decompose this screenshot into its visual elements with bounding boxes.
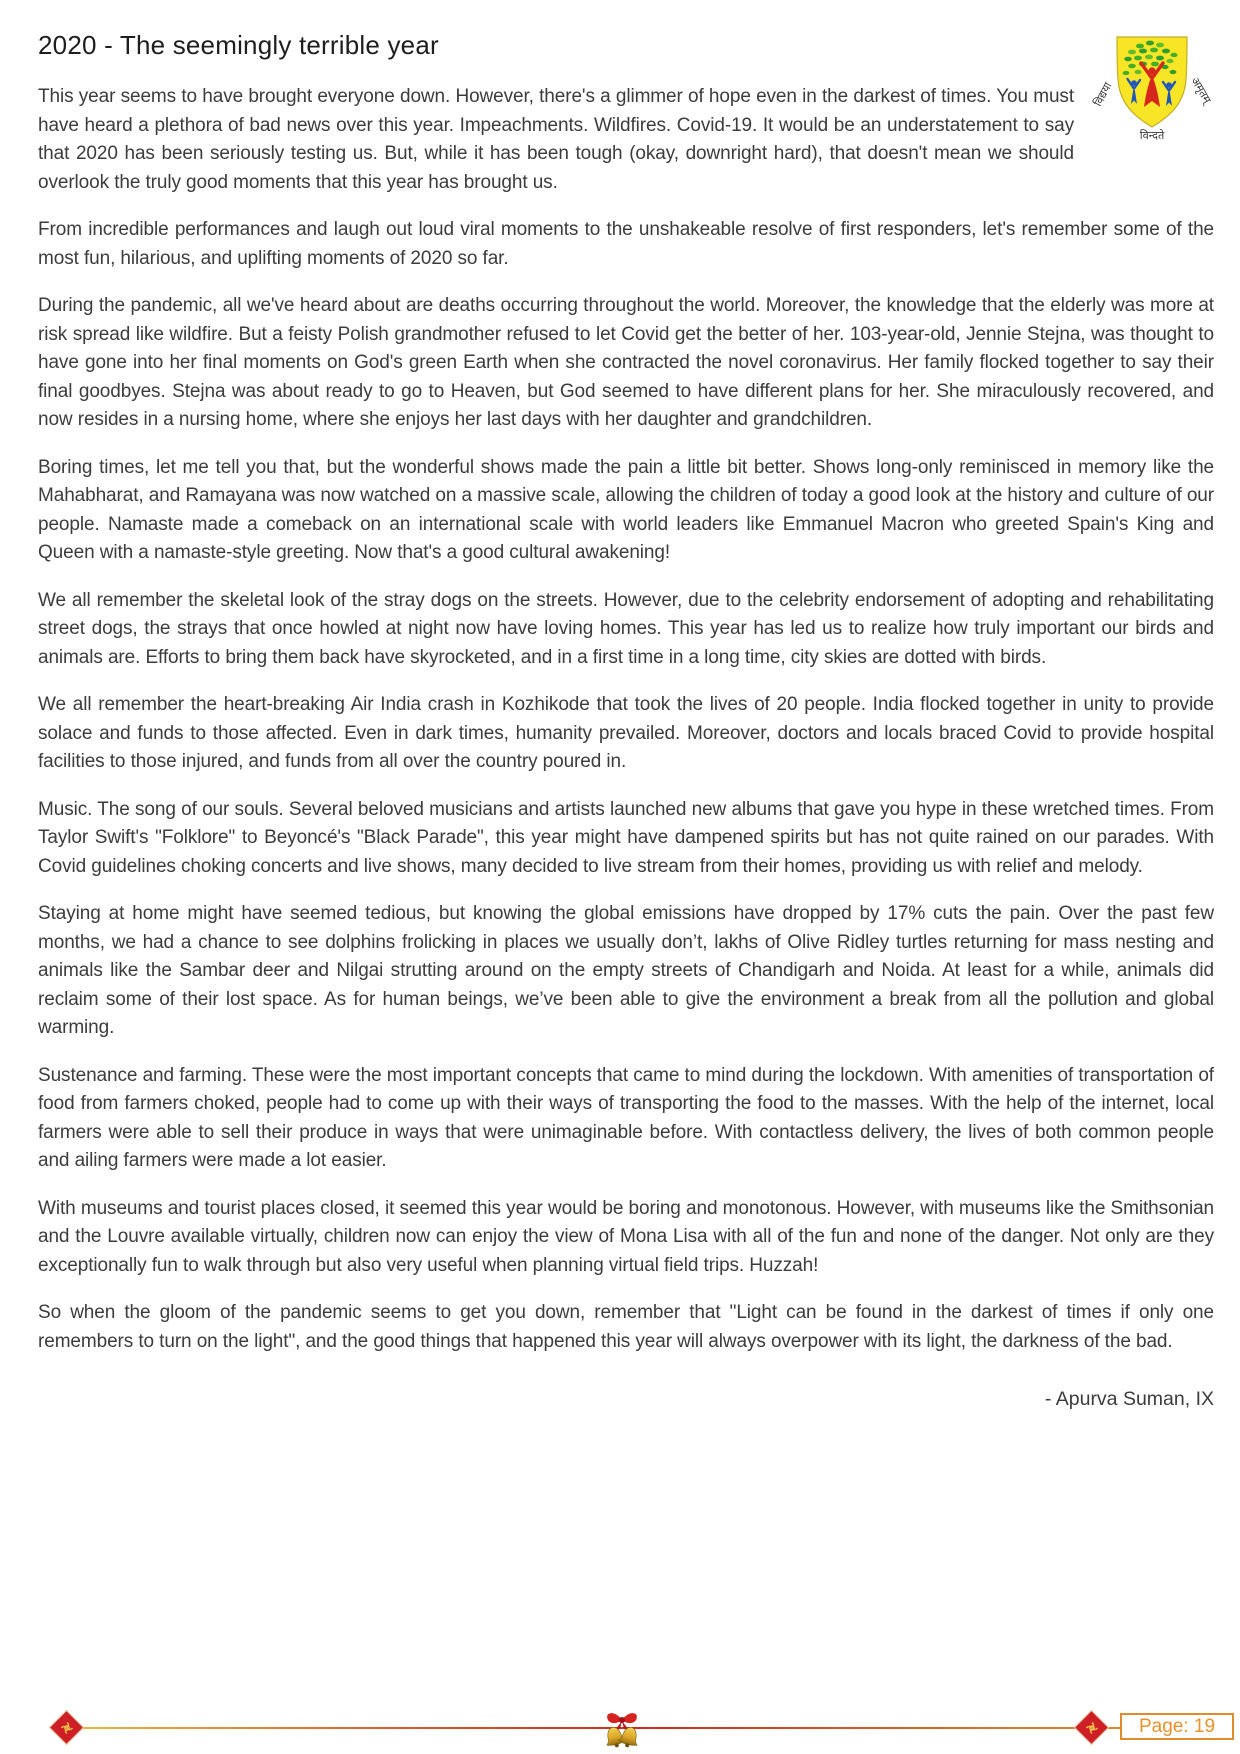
school-emblem (1088, 30, 1214, 142)
motto-left-text: विद्यया (1091, 80, 1115, 109)
school-emblem-graphic (1088, 30, 1214, 142)
body-paragraph: With museums and tourist places closed, it seemed this year would be boring and monotonous. However, with museums like the Smithsonian and the Louvre available virtually, children now can enjoy the view of Mona Lisa with all of the fun and none of the danger. Not only are they exceptionally fun to walk through but also very useful when planning virtual field trips. Huzzah! (38, 1197, 1214, 1276)
body-paragraph: So when the gloom of the pandemic seems to get you down, remember that "Light can be found in the darkest of times if only one remembers to turn on the light", and the good things that happened this year will always overpower with its light, the darkness of the bad. (38, 1302, 1214, 1352)
motto-right-text: अमृतम् (1188, 74, 1214, 106)
page-number-label: Page: 19 (1138, 1715, 1216, 1737)
body-paragraph: Music. The song of our souls. Several beloved musicians and artists launched new albums that gave you hype in these wretched times. From Taylor Swift's "Folklore" to Beyoncé's "Black Parade", this year might have dampened spirits but has not quite rained on our parades. With Covid guidelines choking concerts and live shows, many decided to live stream from their homes, providing us with relief and melody. (38, 798, 1214, 877)
diamond-ornament-left-icon (49, 1710, 84, 1745)
footer-divider-line (64, 1727, 1124, 1729)
page-title: 2020 - The seemingly terrible year (38, 30, 439, 60)
article-body (38, 83, 1214, 1356)
body-paragraph: Boring times, let me tell you that, but the wonderful shows made the pain a little bit better. Shows long-only reminisced in memory like the Mahabharat, and Ramayana was now watched on a massive scale, allowing the children of today a good look at the history and culture of our people. Namaste made a comeback on an international scale with world leaders like Emmanuel Macron who greeted Spain's King and Queen with a namaste-style greeting. Now that's a good cultural awakening! (38, 456, 1214, 563)
diamond-ornament-right-icon (1074, 1710, 1109, 1745)
body-paragraph: We all remember the skeletal look of the stray dogs on the streets. However, due to the celebrity endorsement of adopting and rehabilitating street dogs, the strays that once howled at night now have loving homes. This year has led us to realize how truly important our birds and animals are. Efforts to bring them back have skyrocketed, and in a first time in a long time, city skies are dotted with birds. (38, 589, 1214, 668)
author-signature: - Apurva Suman, IX (1044, 1388, 1214, 1410)
body-paragraph: This year seems to have brought everyone down. However, there's a glimmer of hope even in the darkest of times. You must have heard a plethora of bad news over this year. Impeachments. Wildfires. Covid-19. It would be an understatement to say that 2020 has been seriously testing us. But, while it has been tough (okay, downright hard), that doesn't mean we should overlook the truly good moments that this year has brought us. (38, 86, 1074, 193)
body-paragraph: From incredible performances and laugh out loud viral moments to the unshakeable resolve of first responders, let's remember some of the most fun, hilarious, and uplifting moments of 2020 so far. (38, 219, 1214, 269)
body-paragraph: During the pandemic, all we've heard about are deaths occurring throughout the world. Moreover, the knowledge that the elderly was more at risk spread like wildfire. But a feisty Polish grandmother refused to let Covid get the better of her. 103-year-old, Jennie Stejna, was thought to have gone into her final moments on God's green Earth when she contracted the novel coronavirus. Her family flocked together to say their final goodbyes. Stejna was about ready to go to Heaven, but God seemed to have different plans for her. She miraculously recovered, and now resides in a nursing home, where she enjoys her last days with her daughter and grandchildren. (38, 295, 1214, 430)
motto-bottom-text: विन्दते (1139, 129, 1165, 142)
body-paragraph: We all remember the heart-breaking Air India crash in Kozhikode that took the lives of 20 people. India flocked together in unity to provide solace and funds to those affected. Even in dark times, humanity prevailed. Moreover, doctors and locals braced Covid to provide hospital facilities to those injured, and funds from all over the country poured in. (38, 694, 1214, 772)
body-paragraph: Sustenance and farming. These were the most important concepts that came to mind during the lockdown. With amenities of transportation of food from farmers choked, people had to come up with their ways of transporting the food to the masses. With the help of the internet, local farmers were able to sell their produce in ways that were unimaginable before. With contactless delivery, the lives of both common people and ailing farmers were made a lot easier. (38, 1064, 1214, 1171)
page-number-badge (1120, 1713, 1234, 1740)
page-footer (0, 1696, 1240, 1754)
bells-bow-ornament-icon (603, 1708, 641, 1752)
body-paragraph: Staying at home might have seemed tedious, but knowing the global emissions have dropped by 17% cuts the pain. Over the past few months, we had a chance to see dolphins frolicking in places we usually don’t, lakhs of Olive Ridley turtles returning for mass nesting and animals like the Sambar deer and Nilgai strutting around on the empty streets of Chandigarh and Noida. At least for a while, animals did reclaim some of their lost space. As for human beings, we’ve been able to give the environment a break from all the pollution and global warming. (38, 903, 1214, 1038)
